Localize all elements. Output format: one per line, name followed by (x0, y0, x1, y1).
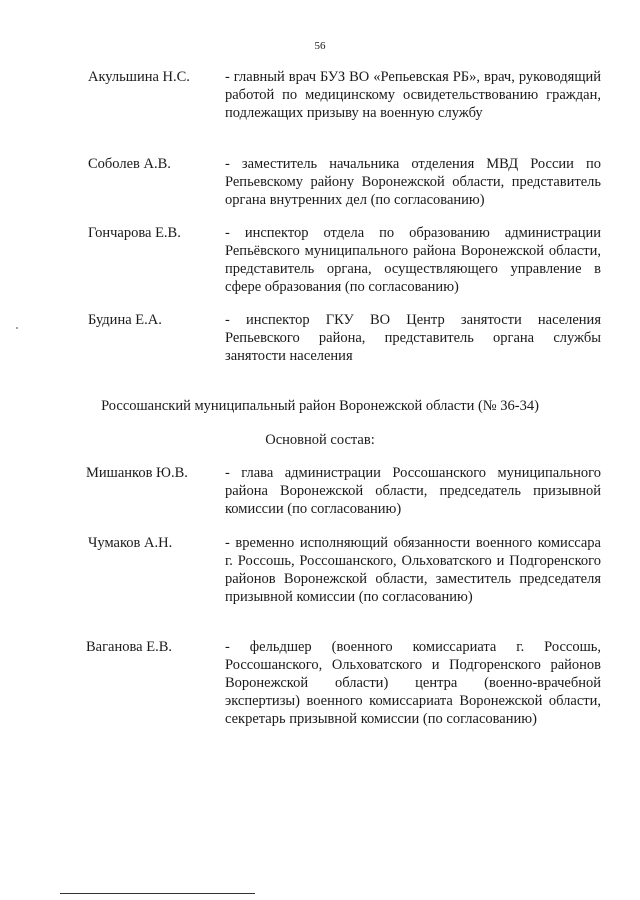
member-name: Мишанков Ю.В. (86, 465, 188, 481)
page-number: 56 (314, 40, 326, 52)
member-description: - инспектор отдела по образованию администрации Репьёвского муниципального района Воронежской области, представитель органа, осуществляющего управление в сфере образования (по согласованию) (225, 225, 601, 295)
member-description: - фельдшер (военного комиссариата г. Россошь, Россошанского, Ольховатского и Подгоренского районов Воронежской области) центра (военно-врачебной экспертизы) военного комиссариата Воронежской области, секретарь призывной комиссии (по согласованию) (225, 639, 601, 727)
member-description: - заместитель начальника отделения МВД России по Репьевскому району Воронежской области, представитель органа внутренних дел (по согласованию) (225, 156, 601, 208)
section-subheading: Основной состав: (265, 432, 375, 448)
member-name: Акульшина Н.С. (88, 69, 190, 85)
member-description: - глава администрации Россошанского муниципального района Воронежской области, председатель призывной комиссии (по согласованию) (225, 465, 601, 517)
member-description: - инспектор ГКУ ВО Центр занятости населения Репьевского района, представитель органа службы занятости населения (225, 312, 601, 364)
member-name: Чумаков А.Н. (88, 535, 173, 551)
member-name: Гончарова Е.В. (88, 225, 181, 241)
footer-divider (60, 893, 255, 894)
member-description: - временно исполняющий обязанности военного комиссара г. Россошь, Россошанского, Ольховатского и Подгоренского районов Воронежской области, заместитель председателя призывной комиссии (по согласованию) (225, 535, 601, 605)
member-description: - главный врач БУЗ ВО «Репьевская РБ», врач, руководящий работой по медицинскому освидетельствованию граждан, подлежащих призыву на военную службу (225, 69, 601, 121)
margin-mark (16, 327, 18, 329)
member-name: Ваганова Е.В. (86, 639, 172, 655)
section-heading: Россошанский муниципальный район Воронежской области (№ 36-34) (101, 398, 539, 414)
member-name: Будина Е.А. (88, 312, 162, 328)
member-name: Соболев А.В. (88, 156, 171, 172)
